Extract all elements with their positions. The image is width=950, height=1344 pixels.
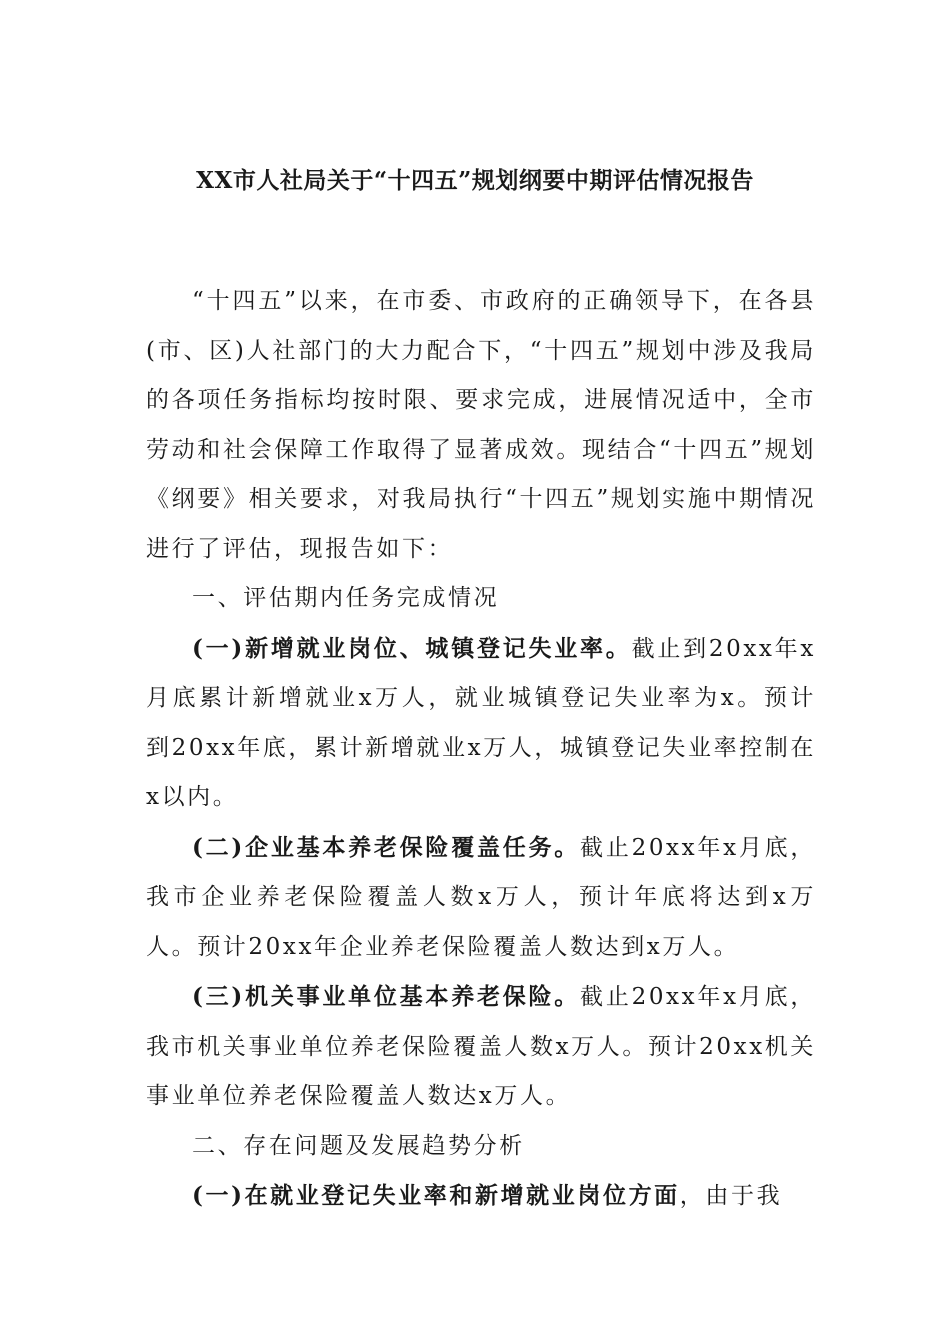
section-heading-1: 一、评估期内任务完成情况 (192, 585, 500, 611)
paragraph-lead: (二)企业基本养老保险覆盖任务。 (192, 833, 581, 861)
section-heading-2: 二、存在问题及发展趋势分析 (192, 1132, 525, 1159)
paragraph-text: ，由于我 (679, 1183, 783, 1209)
paragraph-item-1-2 (146, 823, 816, 973)
paragraph-lead: (一)在就业登记失业率和新增就业岗位方面 (192, 1182, 680, 1209)
paragraph-lead: (三)机关事业单位基本养老保险。 (192, 983, 581, 1010)
paragraph-text: 截止20xx年x月底，我市企业养老保险覆盖人数x万人，预计年底将达到x万人。预计20xx年企业养老保险覆盖人数达到x万人。 (146, 834, 816, 960)
paragraph-text: 截止到20xx年x月底累计新增就业x万人，就业城镇登记失业率为x。预计到20xx年底，累计新增就业x万人，城镇登记失业率控制在x以内。 (146, 635, 816, 810)
intro-paragraph: “十四五”以来，在市委、市政府的正确领导下，在各县(市、区)人社部门的大力配合下，“十四五”规划中涉及我局的各项任务指标均按时限、要求完成，进展情况适中，全市劳动和社会保障工作取得了显著成效。现结合“十四五”规划《纲要》相关要求，对我局执行“十四五”规划实施中期情况进行了评估，现报告如下： (146, 288, 816, 562)
paragraph-lead: (一)新增就业岗位、城镇登记失业率。 (192, 634, 632, 662)
paragraph-item-1-3 (146, 972, 816, 1122)
paragraph-item-1-1 (146, 624, 816, 823)
paragraph-text: 截止20xx年x月底，我市机关事业单位养老保险覆盖人数x万人。预计20xx机关事业单位养老保险覆盖人数达x万人。 (146, 984, 816, 1109)
document-title: XX市人社局关于“十四五”规划纲要中期评估情况报告 (196, 167, 754, 194)
document-body (146, 277, 816, 1222)
paragraph-item-2-1 (146, 1171, 816, 1222)
